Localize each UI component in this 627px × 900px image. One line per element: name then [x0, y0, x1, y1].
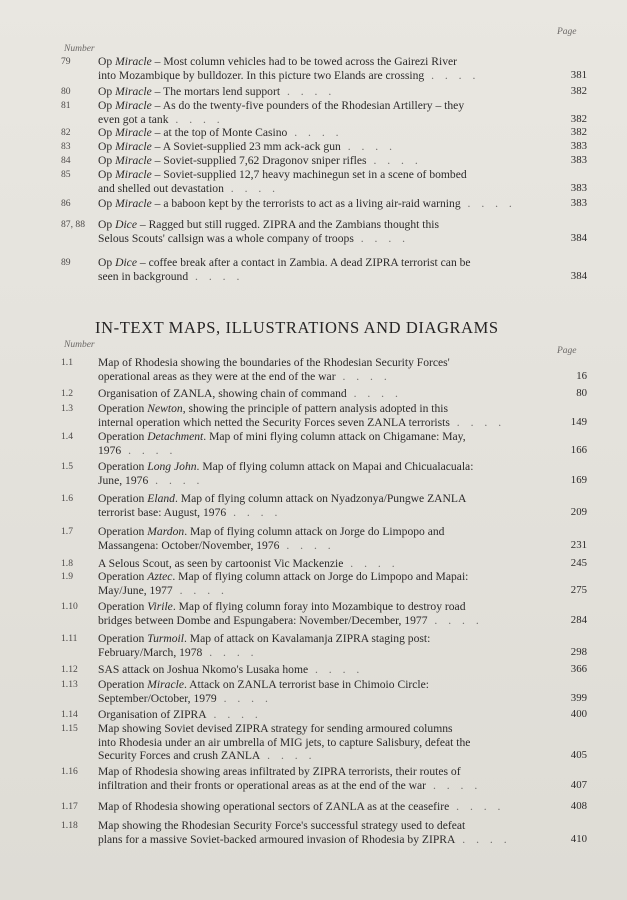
list-item: [61, 126, 587, 140]
entry-page: 410: [570, 832, 587, 845]
leader-dots: . . . .: [216, 691, 272, 705]
list-item: [61, 197, 587, 211]
list-item: [61, 663, 587, 677]
entry-number: 1.12: [61, 664, 78, 675]
entry-number: 1.9: [61, 571, 73, 582]
list-item: [61, 168, 587, 195]
entry-number: 1.17: [61, 801, 78, 812]
entry-page: 383: [570, 197, 587, 209]
leader-dots: . . . .: [280, 85, 336, 98]
entry-line: Operation Mardon. Map of flying column attack on Jorge do Limpopo and: [98, 525, 445, 538]
list-item: [61, 460, 587, 487]
leader-dots: . . . .: [335, 369, 391, 383]
entry-line: operational areas as they were at the end of the war: [98, 369, 336, 383]
leader-dots: . . . .: [346, 387, 402, 400]
entry-page: 408: [570, 800, 587, 812]
list-item: [61, 525, 587, 552]
list-item: [61, 708, 587, 722]
entry-text: [98, 430, 587, 457]
entry-text: [98, 600, 587, 627]
leader-dots: . . . .: [308, 663, 364, 676]
entry-text: [98, 492, 587, 519]
entry-text: [98, 154, 587, 168]
entry-number: 1.5: [61, 461, 73, 472]
entry-text: [98, 256, 587, 283]
list-item: [61, 819, 587, 846]
entry-line: Operation Detachment. Map of mini flying column attack on Chigamane: May,: [98, 430, 466, 443]
entry-page: 382: [570, 126, 587, 138]
list-item: [61, 632, 587, 659]
list-item: [61, 85, 587, 99]
leader-dots: . . . .: [455, 832, 511, 846]
entry-line: Op Miracle – Soviet-supplied 12,7 heavy machinegun set in a scene of bombed: [98, 168, 467, 181]
leader-dots: . . . .: [168, 112, 224, 126]
list-item: [61, 387, 587, 401]
entry-page: 284: [570, 613, 587, 626]
entry-page: 400: [570, 708, 587, 720]
entry-page: 407: [570, 778, 587, 791]
entry-page: 384: [570, 231, 587, 244]
entry-line: infiltration and their fronts or operational areas as at the end of the war: [98, 778, 427, 792]
entry-number: 1.18: [61, 820, 78, 831]
entry-page: 245: [570, 557, 587, 569]
leader-dots: . . . .: [172, 583, 228, 597]
entry-line: terrorist base: August, 1976: [98, 505, 227, 519]
entry-text: [98, 402, 587, 429]
entry-page: 80: [576, 387, 587, 399]
entry-number: 86: [61, 198, 71, 209]
entry-line: SAS attack on Joshua Nkomo's Lusaka home: [98, 663, 309, 676]
entry-text: [98, 722, 587, 763]
entry-text: [98, 85, 587, 99]
entry-line: and shelled out devastation: [98, 181, 224, 195]
entry-line: May/June, 1977: [98, 583, 173, 597]
entry-page: 384: [570, 269, 587, 282]
entry-line: Operation Turmoil. Map of attack on Kavalamanja ZIPRA staging post:: [98, 632, 431, 645]
entry-number: 79: [61, 56, 71, 67]
list-item: [61, 402, 587, 429]
entry-text: [98, 99, 587, 126]
leader-dots: . . . .: [449, 800, 505, 813]
entry-text: [98, 126, 587, 140]
leader-dots: . . . .: [121, 443, 177, 457]
entry-page: 381: [570, 68, 587, 81]
leader-dots: . . . .: [226, 505, 282, 519]
leader-dots: . . . .: [426, 778, 482, 792]
entry-page: 405: [570, 749, 587, 762]
leader-dots: . . . .: [148, 473, 204, 487]
entry-line: bridges between Dombe and Espungabera: November/December, 1977: [98, 613, 428, 627]
entry-line: Operation Miracle. Attack on ZANLA terrorist base in Chimoio Circle:: [98, 678, 430, 691]
entry-line: Map showing the Rhodesian Security Force's successful strategy used to defeat: [98, 819, 466, 832]
entry-text: [98, 678, 587, 705]
entry-line: Op Dice – coffee break after a contact in Zambia. A dead ZIPRA terrorist can be: [98, 256, 471, 269]
entry-number: 1.3: [61, 403, 73, 414]
leader-dots: . . . .: [366, 154, 422, 167]
entry-line: into Mozambique by bulldozer. In this picture two Elands are crossing: [98, 68, 425, 82]
list-item: [61, 570, 587, 597]
entry-line: Map of Rhodesia showing the boundaries of the Rhodesian Security Forces': [98, 356, 450, 369]
entry-line: Op Miracle – As do the twenty-five pounders of the Rhodesian Artillery – they: [98, 99, 465, 112]
entry-line: seen in background: [98, 269, 189, 283]
entry-line: Security Forces and crush ZANLA: [98, 749, 261, 763]
list-item: [61, 800, 587, 814]
list-item: [61, 218, 587, 245]
entry-line: Map showing Soviet devised ZIPRA strategy for sending armoured columns: [98, 722, 453, 735]
entry-page: 16: [576, 369, 587, 382]
entry-line: Op Miracle – A Soviet-supplied 23 mm ack-ack gun: [98, 140, 341, 153]
list-item: [61, 600, 587, 627]
entry-line: September/October, 1979: [98, 691, 217, 705]
entry-line: Op Dice – Ragged but still rugged. ZIPRA and the Zambians thought this: [98, 218, 440, 231]
entry-text: [98, 570, 587, 597]
entry-page: 149: [570, 415, 587, 428]
entry-number: 1.11: [61, 633, 78, 644]
entry-number: 89: [61, 257, 71, 268]
entry-line: Operation Virile. Map of flying column foray into Mozambique to destroy road: [98, 600, 466, 613]
list-item: [61, 722, 587, 763]
entry-text: [98, 632, 587, 659]
entry-line: Operation Eland. Map of flying column attack on Nyadzonya/Pungwe ZANLA: [98, 492, 467, 505]
list-item: [61, 492, 587, 519]
entry-line: Organisation of ZANLA, showing chain of command: [98, 387, 347, 400]
entry-line: Operation Aztec. Map of flying column attack on Jorge do Limpopo and Mapai:: [98, 570, 469, 583]
list-item: [61, 154, 587, 168]
entry-line: plans for a massive Soviet-backed armoured invasion of Rhodesia by ZIPRA: [98, 832, 456, 846]
photos-page-header: Page: [557, 27, 577, 37]
leader-dots: . . . .: [206, 708, 262, 721]
entry-text: [98, 800, 587, 814]
entry-text: [98, 557, 587, 571]
section-title: IN-TEXT MAPS, ILLUSTRATIONS AND DIAGRAMS: [95, 318, 499, 337]
entry-page: 383: [570, 140, 587, 152]
leader-dots: . . . .: [343, 557, 399, 570]
leader-dots: . . . .: [449, 415, 506, 429]
entry-text: [98, 356, 587, 383]
list-item: [61, 356, 587, 383]
entry-text: [98, 460, 587, 487]
entry-text: [98, 218, 587, 245]
entry-number: 1.14: [61, 709, 78, 720]
entry-page: 383: [570, 154, 587, 166]
list-item: [61, 140, 587, 154]
entry-number: 1.1: [61, 357, 73, 368]
entry-text: [98, 819, 587, 846]
entry-text: [98, 663, 587, 677]
leader-dots: . . . .: [340, 140, 396, 153]
entry-text: [98, 140, 587, 154]
entry-number: 1.13: [61, 679, 78, 690]
entry-text: [98, 765, 587, 792]
entry-line: Op Miracle – at the top of Monte Casino: [98, 126, 288, 139]
entry-text: [98, 197, 587, 211]
entry-text: [98, 708, 587, 722]
entry-line: February/March, 1978: [98, 645, 203, 659]
entry-line: June, 1976: [98, 473, 149, 487]
entry-number: 1.2: [61, 388, 73, 399]
entry-page: 366: [570, 663, 587, 675]
entry-number: 82: [61, 127, 71, 138]
entry-number: 1.6: [61, 493, 73, 504]
leader-dots: . . . .: [460, 197, 516, 210]
entry-line: Op Miracle – Most column vehicles had to be towed across the Gairezi River: [98, 55, 458, 68]
entry-page: 169: [570, 473, 587, 486]
entry-page: 383: [570, 181, 587, 194]
leader-dots: . . . .: [279, 538, 335, 552]
entry-number: 1.7: [61, 526, 73, 537]
entry-number: 1.8: [61, 558, 73, 569]
entry-number: 87, 88: [61, 219, 85, 230]
entry-number: 1.10: [61, 601, 78, 612]
entry-page: 231: [570, 538, 587, 551]
list-item: [61, 256, 587, 283]
entry-text: [98, 168, 587, 195]
entry-line: internal operation which netted the Security Forces seven ZANLA terrorists: [98, 415, 450, 429]
entry-number: 85: [61, 169, 71, 180]
entry-line: Op Miracle – The mortars lend support: [98, 85, 281, 98]
entry-page: 298: [570, 645, 587, 658]
list-item: [61, 430, 587, 457]
entry-text: [98, 387, 587, 401]
entry-number: 1.4: [61, 431, 73, 442]
maps-number-header: Number: [64, 340, 95, 350]
list-item: [61, 99, 587, 126]
entry-line: 1976: [98, 443, 122, 457]
leader-dots: . . . .: [260, 749, 316, 763]
entry-text: [98, 525, 587, 552]
entry-page: 399: [570, 691, 587, 704]
photos-number-header: Number: [64, 44, 95, 54]
leader-dots: . . . .: [223, 181, 280, 195]
list-item: [61, 557, 587, 571]
entry-line: A Selous Scout, as seen by cartoonist Vic Mackenzie: [98, 557, 344, 570]
entry-text: [98, 55, 587, 82]
entry-number: 80: [61, 86, 71, 97]
maps-page-header: Page: [557, 346, 577, 356]
leader-dots: . . . .: [202, 645, 258, 659]
list-item: [61, 678, 587, 705]
leader-dots: . . . .: [287, 126, 343, 139]
entry-line: Massangena: October/November, 1976: [98, 538, 280, 552]
entry-line: Operation Newton, showing the principle of pattern analysis adopted in this: [98, 402, 449, 415]
leader-dots: . . . .: [427, 613, 483, 627]
entry-line: Op Miracle – a baboon kept by the terrorists to act as a living air-raid warning: [98, 197, 461, 210]
entry-page: 166: [570, 443, 587, 456]
list-item: [61, 55, 587, 82]
entry-line: Selous Scouts' callsign was a whole company of troops: [98, 231, 354, 245]
entry-line: into Rhodesia under an air umbrella of MIG jets, to capture Salisbury, defeat the: [98, 735, 471, 749]
leader-dots: . . . .: [188, 269, 244, 283]
entry-number: 84: [61, 155, 71, 166]
entry-number: 83: [61, 141, 71, 152]
entry-line: Map of Rhodesia showing areas infiltrated by ZIPRA terrorists, their routes of: [98, 765, 461, 778]
entry-page: 382: [570, 85, 587, 97]
entry-number: 1.15: [61, 723, 78, 734]
entry-page: 209: [570, 505, 587, 518]
leader-dots: . . . .: [424, 68, 480, 82]
list-item: [61, 765, 587, 792]
entry-line: Organisation of ZIPRA: [98, 708, 207, 721]
entry-line: even got a tank: [98, 112, 169, 126]
entry-page: 275: [570, 583, 587, 596]
entry-number: 81: [61, 100, 71, 111]
entry-number: 1.16: [61, 766, 78, 777]
entry-line: Operation Long John. Map of flying column attack on Mapai and Chicualacuala:: [98, 460, 474, 473]
entry-line: Map of Rhodesia showing operational sectors of ZANLA as at the ceasefire: [98, 800, 450, 813]
entry-line: Op Miracle – Soviet-supplied 7,62 Dragonov sniper rifles: [98, 154, 367, 167]
leader-dots: . . . .: [353, 231, 410, 245]
entry-page: 382: [570, 112, 587, 125]
